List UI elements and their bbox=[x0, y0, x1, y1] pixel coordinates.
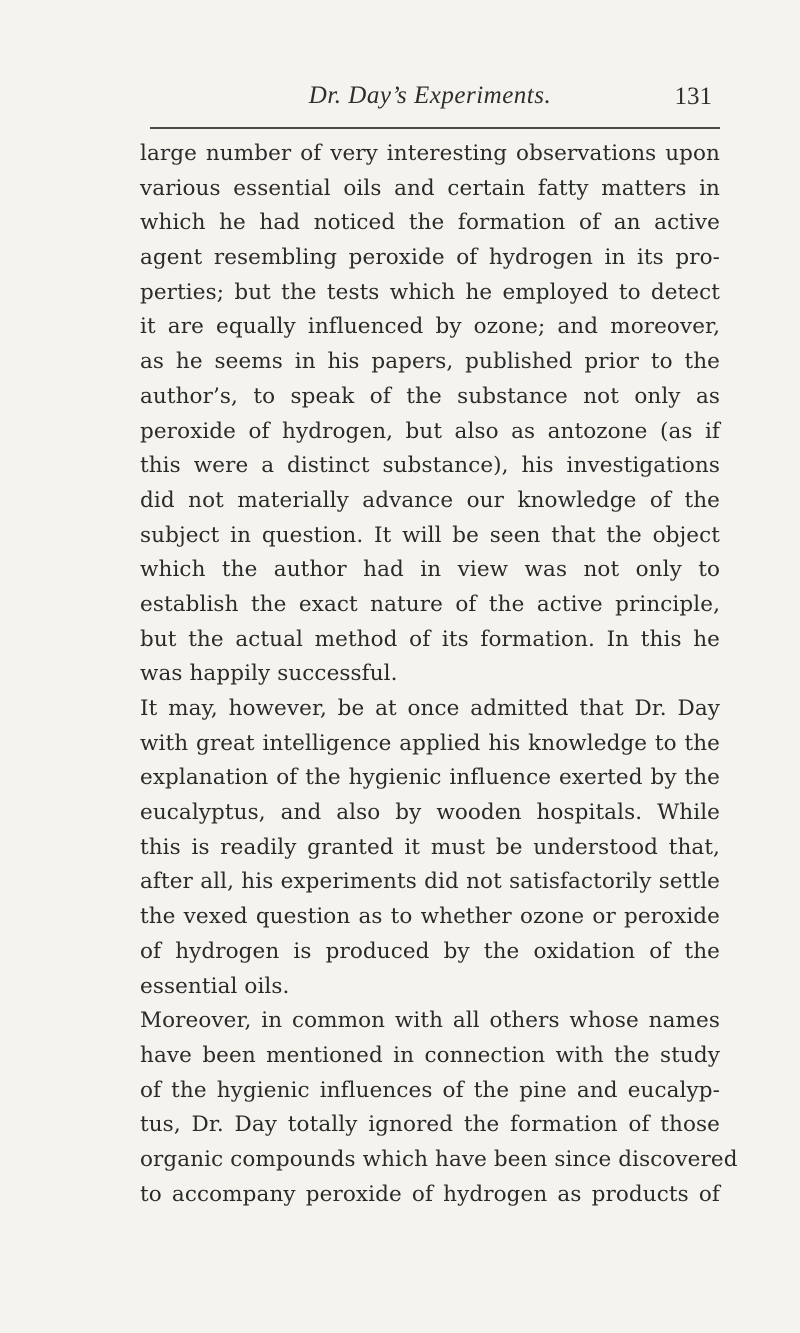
text-line: but the actual method of its formation. In this he bbox=[140, 626, 720, 652]
text-line: it are equally influenced by ozone; and moreover, bbox=[140, 314, 720, 340]
text-line: as he seems in his papers, published prior to the bbox=[140, 349, 720, 375]
text-line: Moreover, in common with all others whose names bbox=[140, 1008, 720, 1034]
text-line: tus, Dr. Day totally ignored the formation of those bbox=[140, 1112, 720, 1138]
text-line: to accompany peroxide of hydrogen as products of bbox=[140, 1181, 720, 1207]
paragraph-2 bbox=[140, 692, 720, 1004]
running-head-title: Dr. Day’s Experiments. bbox=[308, 82, 552, 109]
text-line: author’s, to speak of the substance not only as bbox=[140, 383, 720, 409]
text-line: this is readily granted it must be understood that, bbox=[140, 834, 720, 860]
text-line: was happily successful. bbox=[140, 661, 398, 687]
text-line: essential oils. bbox=[140, 973, 290, 999]
text-line: of hydrogen is produced by the oxidation of the bbox=[140, 938, 720, 964]
paragraph-1 bbox=[140, 137, 720, 692]
text-line: eucalyptus, and also by wooden hospitals. While bbox=[140, 800, 720, 826]
text-line: It may, however, be at once admitted that Dr. Day bbox=[140, 696, 720, 721]
text-line: which he had noticed the formation of an active bbox=[140, 210, 720, 236]
text-line: explanation of the hygienic influence exerted by the bbox=[140, 765, 720, 791]
text-line: of the hygienic influences of the pine and eucalyp- bbox=[140, 1077, 720, 1103]
text-line: have been mentioned in connection with the study bbox=[140, 1042, 720, 1068]
text-line: after all, his experiments did not satisfactorily settle bbox=[140, 869, 720, 895]
text-line: large number of very interesting observations upon bbox=[140, 141, 720, 166]
text-line: did not materially advance our knowledge of the bbox=[140, 487, 720, 513]
running-head bbox=[140, 82, 720, 118]
page-number: 131 bbox=[674, 83, 712, 110]
text-line: with great intelligence applied his knowledge to the bbox=[140, 730, 720, 756]
text-line: perties; but the tests which he employed to detect bbox=[140, 279, 720, 305]
text-line: establish the exact nature of the active principle, bbox=[140, 591, 720, 617]
body-text bbox=[140, 137, 738, 1212]
paragraph-3 bbox=[140, 1004, 738, 1212]
text-line: which the author had in view was not only to bbox=[140, 557, 720, 583]
text-line: this were a distinct substance), his investigations bbox=[140, 453, 720, 479]
text-line: subject in question. It will be seen that the object bbox=[140, 522, 720, 548]
header-rule bbox=[150, 127, 720, 129]
text-line: the vexed question as to whether ozone or peroxide bbox=[140, 904, 720, 930]
text-line: agent resembling peroxide of hydrogen in its pro- bbox=[140, 245, 720, 271]
text-line: organic compounds which have been since discovered bbox=[140, 1146, 738, 1172]
text-line: peroxide of hydrogen, but also as antozone (as if bbox=[140, 418, 720, 444]
text-line: various essential oils and certain fatty matters in bbox=[140, 175, 720, 201]
